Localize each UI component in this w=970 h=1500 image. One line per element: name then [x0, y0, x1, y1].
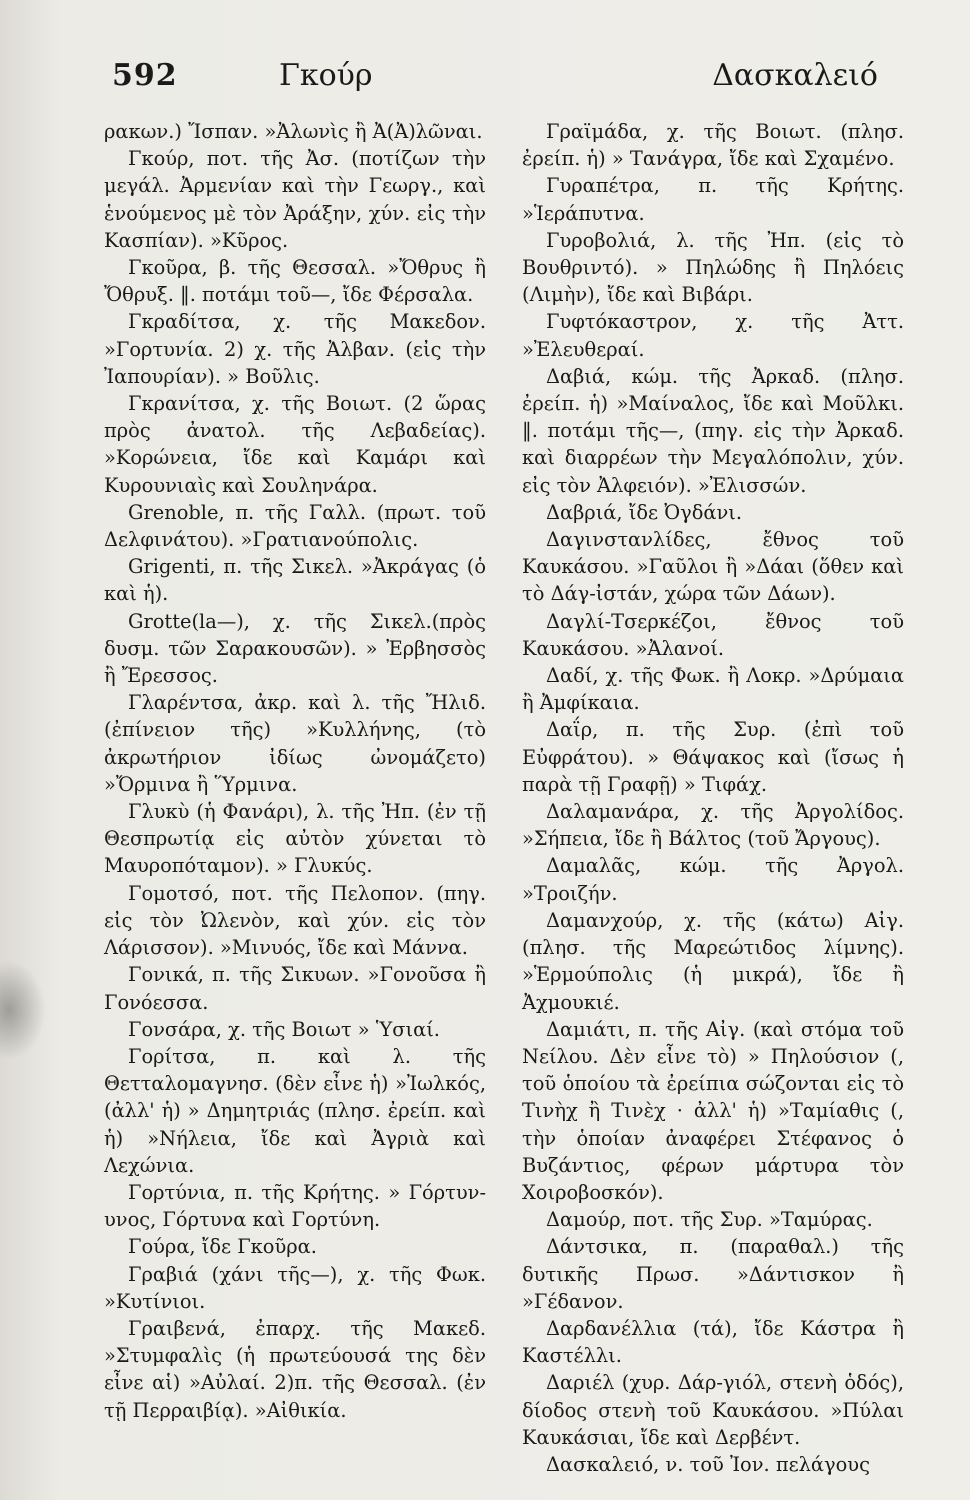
entry: Γομοτσό, ποτ. τῆς Πελοπον. (πηγ. εἰς τὸν Ὠλενὸν, καὶ χύν. εἰς τὸν Λάρισσον). »Μινυός, ἴδε καὶ Μάννα.: [104, 881, 486, 960]
entry: Δαβιά, κώμ. τῆς Ἀρκαδ. (πλησ. ἐρείπ. ἡ) »Μαίναλος, ἴδε καὶ Μοῦλκι. ‖. ποτάμι τῆς—, (πηγ. εἰς τὴν Ἀρκαδ. καὶ διαρρέων τὴν Μεγαλόπολιν, χύν. εἰς τὸν Ἀλφειόν). »Ἐλισσών.: [522, 364, 904, 497]
entry: Γορτύνια, π. τῆς Κρήτης. » Γόρτυν-υνος, Γόρτυνα καὶ Γορτύνη.: [104, 1180, 486, 1232]
entry: Δαμανχούρ, χ. τῆς (κάτω) Αἰγ. (πλησ. τῆς Μαρεώτιδος λίμνης). »Ἑρμούπολις (ἡ μικρά), ἴδε ἢ Ἀχμουκιέ.: [522, 908, 904, 1014]
entry: Grotte(la—), χ. τῆς Σικελ.(πρὸς δυσμ. τῶν Σαρακουσῶν). » Ἐρβησσὸς ἢ Ἔρεσσος.: [104, 609, 486, 688]
entry: Δαγινστανλίδες, ἔθνος τοῦ Καυκάσου. »Γαῦλοι ἢ »Δάαι (ὅθεν καὶ τὸ Δάγ-ἰστάν, χώρα τῶν Δάων).: [522, 528, 904, 606]
entry: Δαριέλ (χυρ. Δάρ-γιόλ, στενὴ ὁδός), δίοδος στενὴ τοῦ Καυκάσου. »Πύλαι Καυκάσιαι, ἴδε καὶ Δερβέντ.: [522, 1371, 904, 1449]
entry: Γραβιά (χάνι τῆς—), χ. τῆς Φωκ. »Κυτίνιοι.: [104, 1262, 486, 1313]
entry: Δαμιάτι, π. τῆς Αἰγ. (καὶ στόμα τοῦ Νείλου. Δὲν εἶνε τὸ) » Πηλούσιον (, τοῦ ὁποίου τὰ ἐρείπια σώζονται εἰς τὸ Τινὴχ ἢ Τινὲχ · ἀλλ' ἡ) »Ταμίαθις (, τὴν ὁποίαν ἀναφέρει Στέφανος ὁ Βυζάντιος, φέρων μάρτυρα τὸν Χοιροβοσκόν).: [522, 1017, 904, 1204]
running-head: [104, 52, 914, 108]
entry: Δαρδανέλλια (τά), ἴδε Κάστρα ἢ Καστέλλι.: [522, 1316, 904, 1368]
entry: Γονικά, π. τῆς Σικυων. »Γονοῦσα ἢ Γονόεσσα.: [104, 963, 486, 1014]
entry: Γλυκὺ (ἡ Φανάρι), λ. τῆς Ἠπ. (ἐν τῇ Θεσπρωτίᾳ εἰς αὐτὸν χύνεται τὸ Μαυροπόταμον). » Γλυκύς.: [104, 800, 486, 878]
entry: Γυροβολιά, λ. τῆς Ἠπ. (εἰς τὸ Βουθριντό). » Πηλώδης ἢ Πηλόεις (Λιμὴν), ἴδε καὶ Βιβάρι.: [522, 228, 904, 307]
entry: Grigenti, π. τῆς Σικελ. »Ἀκράγας (ὁ καὶ ἡ).: [104, 555, 486, 606]
entry: Δαΐρ, π. τῆς Συρ. (ἐπὶ τοῦ Εὐφράτου). » Θάψακος καὶ (ἴσως ἡ παρὰ τῇ Γραφῇ) » Τιφάχ.: [522, 718, 904, 796]
entry: Γούρα, ἴδε Γκοῦρα.: [128, 1235, 317, 1259]
entry: Δαμαλᾶς, κώμ. τῆς Ἀργολ. »Τροιζήν.: [522, 854, 904, 905]
entry: Γκραδίτσα, χ. τῆς Μακεδον. »Γορτυνία. 2) χ. τῆς Ἀλβαν. (εἰς τὴν Ἰαπουρίαν). » Βοῦλις.: [104, 310, 486, 388]
left-column: [104, 118, 486, 1478]
left-guide-word: Γκούρ: [279, 58, 373, 93]
right-column: [522, 118, 904, 1478]
entry: Γραιβενά, ἐπαρχ. τῆς Μακεδ. »Στυμφαλὶς (ἡ πρωτεύουσά της δὲν εἶνε αἱ) »Αὐλαί. 2)π. τῆς Θεσσαλ. (ἐν τῇ Περραιβίᾳ). »Αἰθικία.: [104, 1316, 486, 1422]
entry: Δάντσικα, π. (παραθαλ.) τῆς δυτικῆς Πρωσ. »Δάντισκον ἢ »Γέδανον.: [522, 1235, 904, 1313]
entry: Γυραπέτρα, π. τῆς Κρήτης. »Ἱεράπυτνα.: [522, 174, 904, 225]
entry: Δαδί, χ. τῆς Φωκ. ἢ Λοκρ. »Δρύμαια ἢ Ἀμφίκαια.: [522, 664, 904, 715]
entry: Γκοῦρα, β. τῆς Θεσσαλ. »Ὄθρυς ἢ Ὄθρυξ. ‖. ποτάμι τοῦ—, ἴδε Φέρσαλα.: [104, 256, 486, 307]
entry: Δαλαμανάρα, χ. τῆς Ἀργολίδος. »Σήπεια, ἴδε ἢ Βάλτος (τοῦ Ἄργους).: [522, 800, 904, 851]
entry: Γονσάρα, χ. τῆς Βοιωτ » Ὑσιαί.: [128, 1017, 440, 1041]
entry: Δαγλί-Τσερκέζοι, ἔθνος τοῦ Καυκάσου. »Ἀλανοί.: [522, 609, 904, 660]
entry: Grenoble, π. τῆς Γαλλ. (πρωτ. τοῦ Δελφινάτου). »Γρατιανούπολις.: [104, 500, 486, 552]
entry: Δαμούρ, ποτ. τῆς Συρ. »Ταμύρας.: [546, 1208, 873, 1232]
page-stain: [0, 960, 46, 1060]
page-number: 592: [112, 58, 178, 93]
entry: Γλαρέντσα, ἀκρ. καὶ λ. τῆς Ἤλιδ. (ἐπίνειον τῆς) »Κυλλήνης, (τὸ ἀκρωτήριον ἰδίως ὠνομάζετο) »Ὄρμινα ἢ Ὕρμινα.: [104, 691, 486, 796]
entry: Δαβριά, ἴδε Ὀγδάνι.: [546, 500, 743, 524]
text-columns: [104, 118, 914, 1478]
entry: Γορίτσα, π. καὶ λ. τῆς Θετταλομαγνησ. (δὲν εἶνε ἡ) »Ἰωλκός, (ἀλλ' ἡ) » Δημητριάς (πλησ. ἐρείπ. καὶ ἡ) »Νήλεια, ἴδε καὶ Ἀγριὰ καὶ Λεχώνια.: [104, 1044, 486, 1177]
entry: Γραϊμάδα, χ. τῆς Βοιωτ. (πλησ. ἐρείπ. ἡ) » Τανάγρα, ἴδε καὶ Σχαμένο.: [522, 120, 904, 171]
entry: Γκούρ, ποτ. τῆς Ἀσ. (ποτίζων τὴν μεγάλ. Ἀρμενίαν καὶ τὴν Γεωργ., καὶ ἑνούμενος μὲ τὸν Ἀράξην, χύν. εἰς τὴν Κασπίαν). »Κῦρος.: [104, 147, 486, 252]
entry: Δασκαλειό, ν. τοῦ Ἰον. πελάγους: [546, 1452, 870, 1476]
entry: Γκρανίτσα, χ. τῆς Βοιωτ. (2 ὥρας πρὸς ἀνατολ. τῆς Λεβαδείας). »Κορώνεια, ἴδε καὶ Καμάρι καὶ Κυρουνιαὶς καὶ Σουληνάρα.: [104, 392, 486, 497]
entry: Γυφτόκαστρον, χ. τῆς Ἀττ. »Ἐλευθεραί.: [522, 310, 904, 361]
entry: ρακων.) Ἴσπαν. »Ἀλωνὶς ἢ Ἀ(Ἀ)λῶναι.: [104, 120, 483, 143]
right-guide-word: Δασκαλειό: [712, 58, 878, 93]
